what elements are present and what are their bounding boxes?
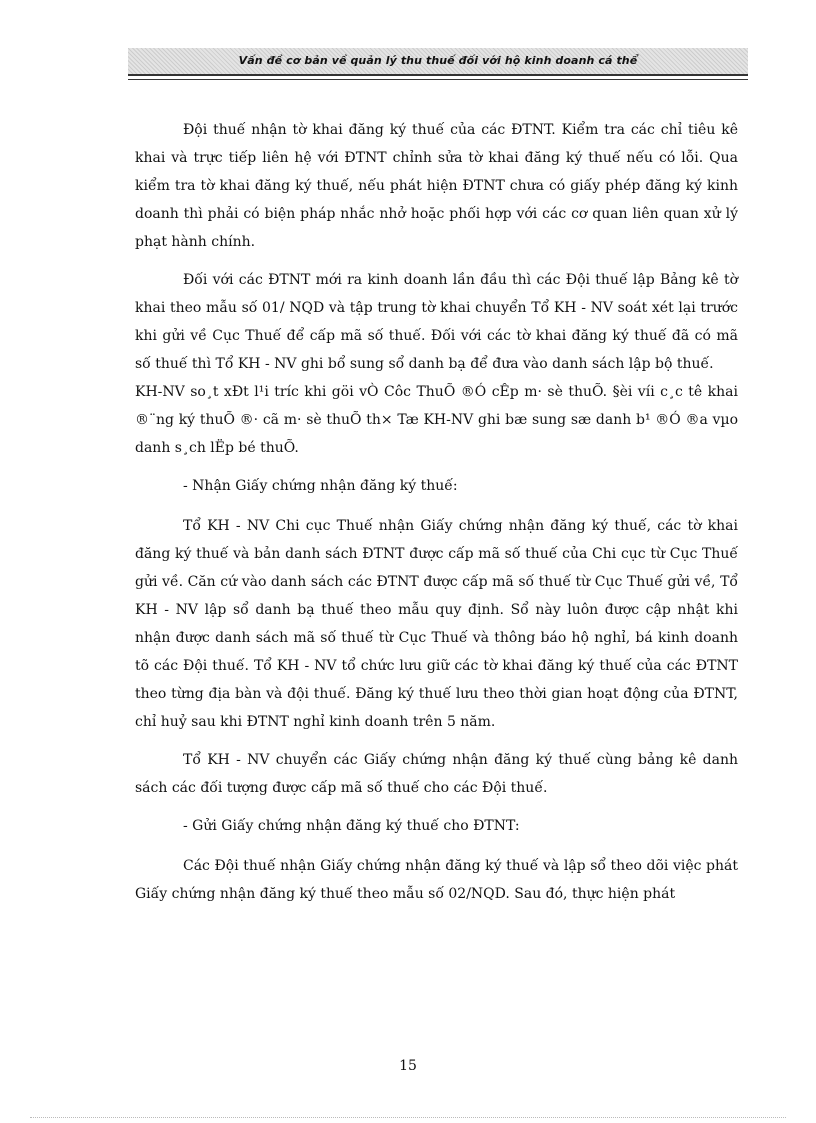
page-number: 15: [399, 1058, 417, 1074]
section-heading: - Nhận Giấy chứng nhận đăng ký thuế:: [183, 478, 458, 494]
footer-divider: [30, 1117, 786, 1118]
header-rule: [128, 79, 748, 80]
garbled-paragraph: KH-NV so¸t xÐt l¹i tríc khi göi vÒ Côc ThuÕ ®Ó cÊp m· sè thuÕ. §èi víi c¸c tê khai ®¨ng ký thuÕ ®· cã m· sè thuÕ th× Tæ KH-NV ghi bæ sung sæ danh b¹ ®Ó ®a vµo danh s¸ch lËp bé thuÕ.: [135, 384, 738, 456]
paragraph: Đội thuế nhận tờ khai đăng ký thuế của các ĐTNT. Kiểm tra các chỉ tiêu kê khai và trực tiếp liên hệ với ĐTNT chỉnh sửa tờ khai đăng ký thuế nếu có lỗi. Qua kiểm tra tờ khai đăng ký thuế, nếu phát hiện ĐTNT chưa có giấy phép đăng ký kinh doanh thì phải có biện pháp nhắc nhở hoặc phối hợp với các cơ quan liên quan xử lý phạt hành chính.: [135, 122, 738, 250]
paragraph: Tổ KH - NV Chi cục Thuế nhận Giấy chứng nhận đăng ký thuế, các tờ khai đăng ký thuế và bản danh sách ĐTNT được cấp mã số thuế của Chi cục từ Cục Thuế gửi về. Căn cứ vào danh sách các ĐTNT được cấp mã số thuế từ Cục Thuế gửi về, Tổ KH - NV lập sổ danh bạ thuế theo mẫu quy định. Sổ này luôn được cập nhật khi nhận được danh sách mã số thuế từ Cục Thuế và thông báo hộ nghỉ, bá kinh doanh tõ các Đội thuế. Tổ KH - NV tổ chức lưu giữ các tờ khai đăng ký thuế của các ĐTNT theo từng địa bàn và đội thuế. Đăng ký thuế lưu theo thời gian hoạt động của ĐTNT, chỉ huỷ sau khi ĐTNT nghỉ kinh doanh trên 5 năm.: [135, 518, 738, 730]
page-body: [135, 116, 738, 918]
paragraph: Tổ KH - NV chuyển các Giấy chứng nhận đăng ký thuế cùng bảng kê danh sách các đối tượng được cấp mã số thuế cho các Đội thuế.: [135, 752, 738, 796]
section-heading: - Gửi Giấy chứng nhận đăng ký thuế cho ĐTNT:: [183, 818, 520, 834]
paragraph: Đối với các ĐTNT mới ra kinh doanh lần đầu thì các Đội thuế lập Bảng kê tờ khai theo mẫu số 01/ NQD và tập trung tờ khai chuyển Tổ KH - NV soát xét lại trước khi gửi về Cục Thuế để cấp mã số thuế. Đối với các tờ khai đăng ký thuế đã có mã số thuế thì Tổ KH - NV ghi bổ sung sổ danh bạ để đưa vào danh sách lập bộ thuế.: [135, 272, 738, 372]
running-header-title: Vấn đề cơ bản về quản lý thu thuế đối với hộ kinh doanh cá thể: [238, 54, 638, 67]
running-header: [128, 48, 748, 76]
paragraph: Các Đội thuế nhận Giấy chứng nhận đăng ký thuế và lập sổ theo dõi việc phát Giấy chứng nhận đăng ký thuế theo mẫu số 02/NQD. Sau đó, thực hiện phát: [135, 858, 738, 902]
